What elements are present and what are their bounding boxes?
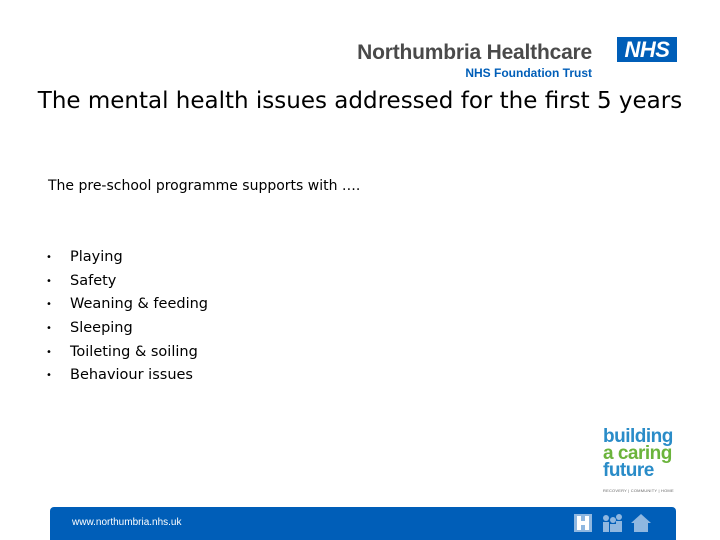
list-item-label: Playing [70, 249, 123, 265]
bullet-icon: • [46, 252, 52, 263]
list-item [46, 293, 208, 317]
list-item [46, 341, 208, 365]
list-item [46, 270, 208, 294]
list-item-label: Weaning & feeding [70, 296, 209, 313]
list-item-label: Safety [70, 272, 117, 289]
list-item [46, 364, 208, 388]
home-icon [630, 512, 652, 534]
campaign-line-1: building [603, 426, 673, 447]
nhs-logo: NHS [617, 37, 677, 62]
footer-icons [572, 512, 652, 534]
trust-logo-text [357, 41, 592, 80]
intro-text: The pre-school programme supports with …. [48, 178, 361, 194]
bullet-icon: • [46, 346, 52, 358]
bullet-list [46, 246, 208, 388]
list-item-label: Behaviour issues [70, 367, 193, 384]
bullet-icon: • [46, 370, 52, 382]
campaign-tagline: RECOVERY | COMMUNITY | HOME [603, 488, 674, 493]
list-item-label: Toileting & soiling [70, 343, 198, 360]
list-item [46, 246, 208, 270]
trust-name: Northumbria Healthcare [357, 41, 592, 64]
footer-bar [50, 507, 676, 540]
bullet-icon: • [46, 299, 52, 311]
footer-url: www.northumbria.nhs.uk [72, 517, 182, 528]
slide-title: The mental health issues addressed for the first 5 years [37, 88, 683, 114]
hospital-icon [572, 512, 594, 534]
community-icon [600, 512, 624, 534]
campaign-line-2: a caring [603, 443, 672, 464]
campaign-logo [603, 428, 693, 479]
campaign-line-3: future [603, 460, 654, 481]
trust-subtitle: NHS Foundation Trust [465, 66, 592, 80]
bullet-icon: • [46, 275, 52, 287]
list-item [46, 317, 208, 341]
list-item-label: Sleeping [70, 320, 133, 337]
bullet-icon: • [46, 323, 52, 335]
